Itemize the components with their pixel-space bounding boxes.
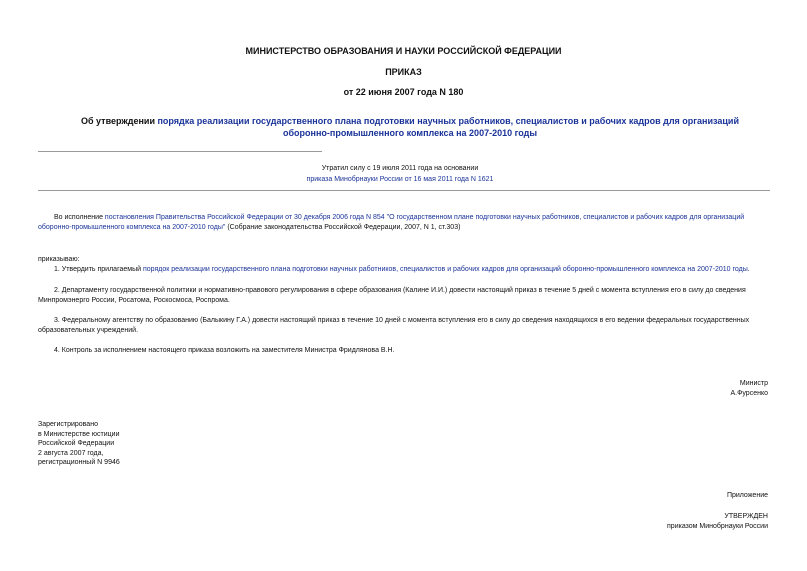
item-1-suffix: . (747, 266, 750, 273)
item-4: 4. Контроль за исполнением настоящего приказа возложить на заместителя Министра Фридлянова В.Н. (54, 347, 395, 354)
signature-position: Министр (739, 380, 768, 387)
intro-prefix: Во исполнение (54, 214, 105, 221)
status-line-1: Утратил силу с 19 июля 2011 года на основании (321, 165, 479, 172)
title-prefix: Об утверждении (81, 116, 158, 126)
appendix-label: Приложение (726, 492, 768, 499)
doc-type-heading: ПРИКАЗ (385, 67, 422, 77)
registration-line: регистрационный N 9946 (38, 459, 120, 466)
title-link[interactable]: порядка реализации государственного плана подготовки научных работников, специалистов и рабочих кадров для организаций оборонно-промышленного комплекса на 2007-2010 годы (157, 116, 739, 138)
signature-name: А.Фурсенко (730, 390, 768, 397)
item-2: 2. Департаменту государственной политики и нормативно-правового регулирования в сфере образования (Калине И.И.) довести настоящий приказ в течение 5 дней с момента вступления его в силу до сведения Минпромэнерго России, Росатома, Роскосмоса, Роспрома. (38, 287, 746, 304)
registration-line: Российской Федерации (38, 440, 115, 447)
order-word: приказываю: (38, 256, 80, 263)
appendix-approved: УТВЕРЖДЕН (724, 513, 768, 520)
ministry-heading: МИНИСТЕРСТВО ОБРАЗОВАНИЯ И НАУКИ РОССИЙСКОЙ ФЕДЕРАЦИИ (245, 46, 562, 56)
item-1 (38, 265, 778, 275)
separator-short (38, 151, 322, 152)
registration-block (38, 420, 238, 468)
status-link[interactable]: приказа Минобрнауки России от 16 мая 2011 года N 1621 (306, 176, 494, 183)
date-number-heading: от 22 июня 2007 года N 180 (343, 87, 464, 97)
item-1-prefix: 1. Утвердить прилагаемый (54, 266, 143, 273)
item-3: 3. Федеральному агентству по образованию (Балыкину Г.А.) довести настоящий приказ в течение 10 дней с момента вступления его в силу до сведения находящихся в его ведении федеральных государственных образовательных учреждений. (38, 317, 750, 334)
registration-line: 2 августа 2007 года, (38, 449, 104, 457)
separator-long (38, 190, 770, 191)
intro-link[interactable]: постановления Правительства Российской Федерации от 30 декабря 2006 года N 854 "О государственном плане подготовки научных работников, специалистов и рабочих кадров для организаций оборонно-промышленного комплекса на 2007-2010 годы" (38, 214, 745, 231)
intro-suffix: (Собрание законодательства Российской Федерации, 2007, N 1, ст.303) (225, 223, 461, 231)
intro-paragraph (38, 213, 772, 232)
appendix-by-order: приказом Минобрнауки России (667, 523, 768, 530)
registration-line: в Министерстве юстиции (38, 430, 120, 438)
registration-line: Зарегистрировано (38, 421, 98, 428)
item-1-link[interactable]: порядок реализации государственного плана подготовки научных работников, специалистов и рабочих кадров для организаций оборонно-промышленного комплекса на 2007-2010 годы (142, 266, 748, 273)
document-title (60, 115, 760, 139)
